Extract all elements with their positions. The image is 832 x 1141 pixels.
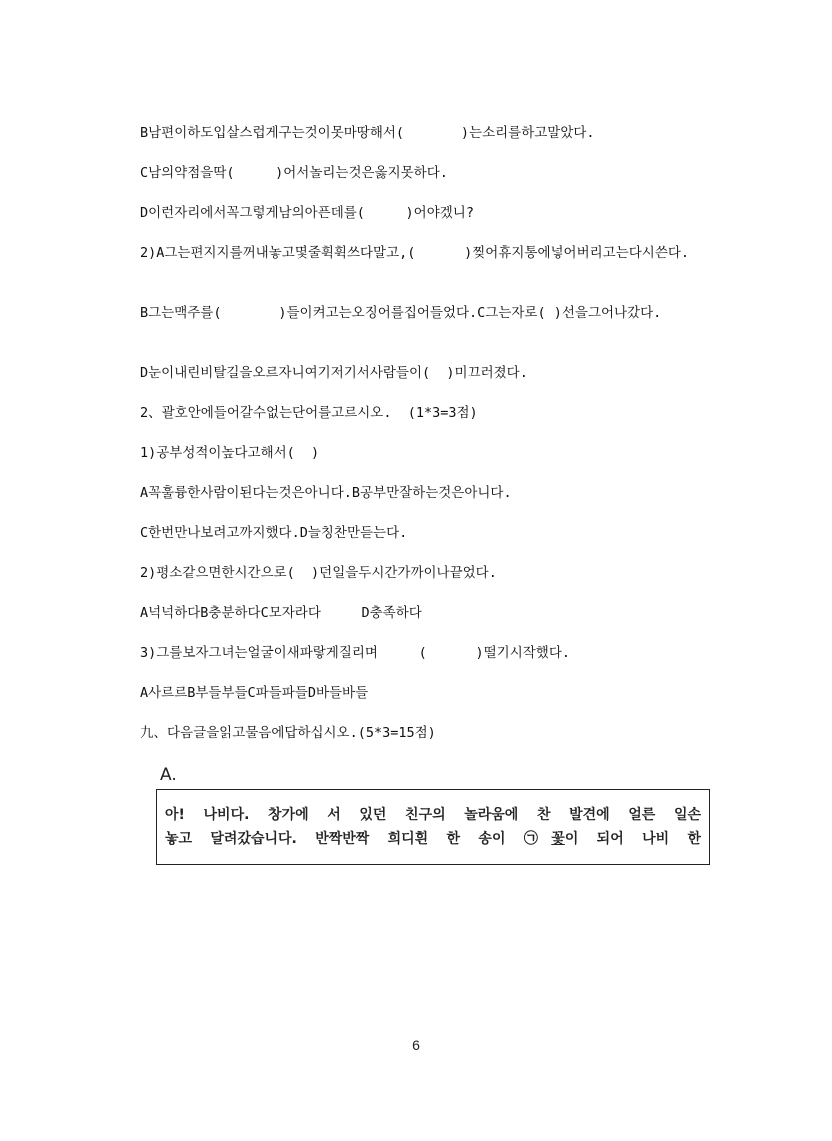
question-line-c-1: C남의약점을딱( )어서놀리는것은옳지못하다. <box>140 165 448 181</box>
options-line-2: A넉넉하다B충분하다C모자라다 D충족하다 <box>140 605 422 621</box>
passage-label: A. <box>160 765 177 785</box>
passage-line-1: 아! 나비다. 창가에 서 있던 친구의 놀라움에 찬 발견에 얼른 일손 <box>165 807 701 823</box>
options-line-ab: A꼭훌륭한사람이된다는것은아니다.B공부만잘하는것은아니다. <box>140 485 512 501</box>
question-line-1: 1)공부성적이높다고해서( ) <box>140 445 320 461</box>
question-line-2: 2)평소같으면한시간으로( )던일을두시간가까이나끝었다. <box>140 565 497 581</box>
passage-underlined-word: 꽃 <box>551 831 565 847</box>
passage-marker: ㉠ <box>523 831 552 847</box>
passage-line-2-end: 이 되어 나비 한 <box>564 831 701 847</box>
passage-box <box>156 789 710 865</box>
passage-line-2-start: 놓고 달려갔습니다. 반짝반짝 희디흰 한 송이 <box>165 831 524 847</box>
passage-line-2 <box>165 827 701 851</box>
question-line-2d: D눈이내린비탈길을오르자니여기저기서사람들이( )미끄러졌다. <box>140 365 528 381</box>
options-line-3: A사르르B부들부들C파들파들D바들바들 <box>140 685 369 701</box>
question-line-2b: B그는맥주를( )들이켜고는오징어를집어들었다.C그는자로( )선을그어나갔다. <box>140 305 662 321</box>
question-line-2a: 2)A그는편지지를꺼내놓고몇줄휙휙쓰다말고,( )찢어휴지통에넣어버리고는다시쓴다. <box>140 245 690 261</box>
section-heading-2: 2、괄호안에들어갈수없는단어를고르시오. (1*3=3점) <box>140 405 478 421</box>
question-line-b-1: B남편이하도입살스럽게구는것이못마땅해서( )는소리를하고말았다. <box>140 125 595 141</box>
options-line-cd: C한번만나보려고까지했다.D늘칭찬만듣는다. <box>140 525 408 541</box>
page-number: 6 <box>412 1037 420 1053</box>
question-line-3: 3)그를보자그녀는얼굴이새파랗게질리며 ( )떨기시작했다. <box>140 645 570 661</box>
question-line-d-1: D이런자리에서꼭그렇게남의아픈데를( )어야겠니? <box>140 205 474 221</box>
section-heading-9: 九、다음글을읽고물음에답하십시오.(5*3=15점) <box>140 725 436 741</box>
